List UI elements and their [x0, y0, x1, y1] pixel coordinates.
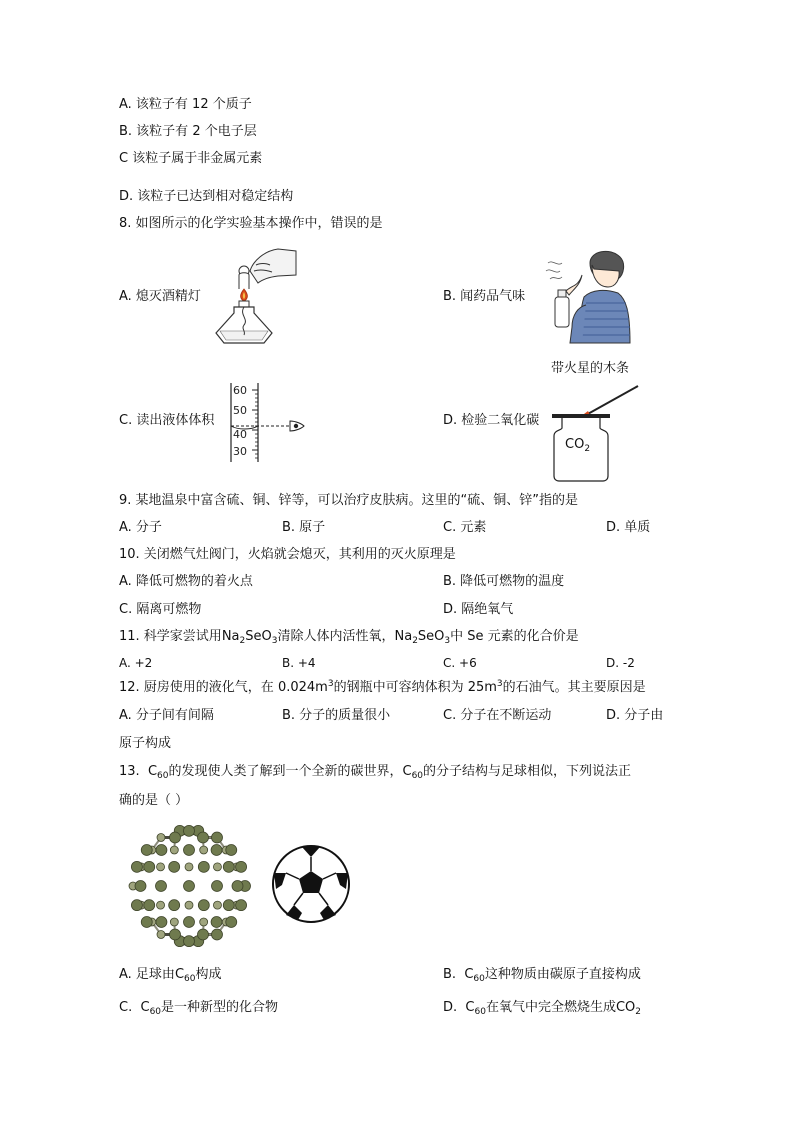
smelling-figure	[540, 245, 632, 345]
c60-atom	[212, 881, 223, 892]
q12-option-b: B. 分子的质量很小	[282, 708, 391, 723]
c60-atom	[198, 900, 209, 911]
q11-stem: 11. 科学家尝试用$Na_2SeO_3$清除人体内活性氧，$Na_2SeO_3$中 Se 元素的化合价是	[119, 629, 579, 646]
c60-atom	[144, 861, 155, 872]
q13-stem-line2: 确的是（ ）	[119, 793, 189, 808]
c60-atom	[169, 900, 180, 911]
graduated-cylinder-figure	[226, 380, 316, 464]
c60-atom	[131, 900, 142, 911]
c60-atom	[184, 936, 195, 947]
q9-option-b: B. 原子	[282, 520, 326, 535]
c60-atom	[185, 901, 193, 909]
c60-atom	[213, 863, 221, 871]
c60-atom	[157, 863, 165, 871]
q8-option-a: A. 熄灭酒精灯	[119, 289, 201, 304]
q10-option-b: B. 降低可燃物的温度	[443, 574, 565, 589]
soccer-ball-figure	[270, 843, 352, 925]
q13-option-a: A. 足球由$C_{60}$构成	[119, 967, 222, 984]
c60-atom	[157, 930, 165, 938]
c60-atom	[156, 916, 167, 927]
c60-atom	[232, 881, 243, 892]
c60-atom	[141, 916, 152, 927]
q9-option-d: D. 单质	[606, 520, 651, 535]
q13-stem: 13. $C_{60}$的发现使人类了解到一个全新的碳世界，$C_{60}$的分子结构与足球相似，下列说法正	[119, 764, 632, 781]
c60-atom	[198, 861, 209, 872]
c60-atom	[170, 918, 178, 926]
cylinder-tick-label: 30	[233, 445, 247, 458]
q13-option-b: B. $C_{60}$这种物质由碳原子直接构成	[443, 967, 641, 984]
q11-option-b: B. +4	[282, 656, 316, 670]
c60-atom	[236, 900, 247, 911]
q7-option-b: B. 该粒子有 2 个电子层	[119, 124, 257, 139]
c60-atom	[185, 863, 193, 871]
q8-option-b: B. 闻药品气味	[443, 289, 526, 304]
c60-atom	[223, 900, 234, 911]
c60-atom	[213, 901, 221, 909]
c60-atom	[198, 832, 209, 843]
q13-option-d: D. $C_{60}$在氧气中完全燃烧生成$CO_2$	[443, 1000, 642, 1017]
q12-stem: 12. 厨房使用的液化气，在 $0.024m^3$的钢瓶中可容纳体积为 $25m^3$的石油气。其主要原因是	[119, 679, 646, 695]
c60-atom	[156, 845, 167, 856]
q10-option-a: A. 降低可燃物的着火点	[119, 574, 253, 589]
co2-bottle-figure	[548, 384, 644, 484]
c60-atom	[141, 845, 152, 856]
c60-atom	[184, 845, 195, 856]
q12-option-a: A. 分子间有间隔	[119, 708, 214, 723]
c60-atom	[157, 901, 165, 909]
q8-option-c: C. 读出液体体积	[119, 413, 215, 428]
c60-atom	[236, 861, 247, 872]
q8-option-d: D. 检验二氧化碳	[443, 413, 540, 428]
q10-stem: 10. 关闭燃气灶阀门，火焰就会熄灭，其利用的灭火原理是	[119, 547, 456, 562]
q13-option-c: C. $C_{60}$是一种新型的化合物	[119, 1000, 279, 1017]
c60-atom	[131, 861, 142, 872]
c60-atom	[157, 834, 165, 842]
q11-option-a: A. +2	[119, 656, 153, 670]
q12-option-c: C. 分子在不断运动	[443, 708, 552, 723]
c60-atom	[170, 846, 178, 854]
glowing-stick-label: 带火星的木条	[551, 361, 630, 376]
bottle-label: $CO_2$	[565, 437, 591, 454]
q9-option-a: A. 分子	[119, 520, 162, 535]
q7-option-c: C 该粒子属于非金属元素	[119, 151, 263, 166]
c60-atom	[156, 881, 167, 892]
c60-atom	[135, 881, 146, 892]
c60-atom	[184, 881, 195, 892]
q12-option-d: D. 分子由	[606, 708, 664, 723]
c60-atom	[169, 861, 180, 872]
q9-option-c: C. 元素	[443, 520, 487, 535]
q9-stem: 9. 某地温泉中富含硫、铜、锌等，可以治疗皮肤病。这里的“硫、铜、锌”指的是	[119, 493, 579, 508]
c60-atom	[170, 832, 181, 843]
q8-stem: 8. 如图所示的化学实验基本操作中，错误的是	[119, 216, 383, 231]
c60-atom	[170, 929, 181, 940]
c60-atom	[226, 916, 237, 927]
c60-atom	[212, 832, 223, 843]
c60-atom	[144, 900, 155, 911]
c60-atom	[184, 916, 195, 927]
c60-atom	[198, 929, 209, 940]
c60-atom	[200, 918, 208, 926]
q11-option-d: D. -2	[606, 656, 635, 670]
q10-option-c: C. 隔离可燃物	[119, 602, 202, 617]
q12-option-d-continued: 原子构成	[119, 736, 172, 751]
c60-atom	[200, 846, 208, 854]
c60-atom	[211, 845, 222, 856]
c60-atom	[226, 845, 237, 856]
q7-option-a: A. 该粒子有 12 个质子	[119, 97, 252, 112]
c60-atom	[223, 861, 234, 872]
q11-option-c: C. +6	[443, 656, 477, 670]
alcohol-lamp-figure	[208, 243, 300, 348]
cylinder-tick-label: 60	[233, 384, 247, 397]
c60-molecule-figure	[124, 822, 254, 950]
q7-option-d: D. 该粒子已达到相对稳定结构	[119, 189, 294, 204]
q10-option-d: D. 隔绝氧气	[443, 602, 514, 617]
cylinder-tick-label: 50	[233, 404, 247, 417]
c60-atom	[212, 929, 223, 940]
c60-atom	[211, 916, 222, 927]
cylinder-tick-label: 40	[233, 428, 247, 441]
c60-atom	[184, 825, 195, 836]
